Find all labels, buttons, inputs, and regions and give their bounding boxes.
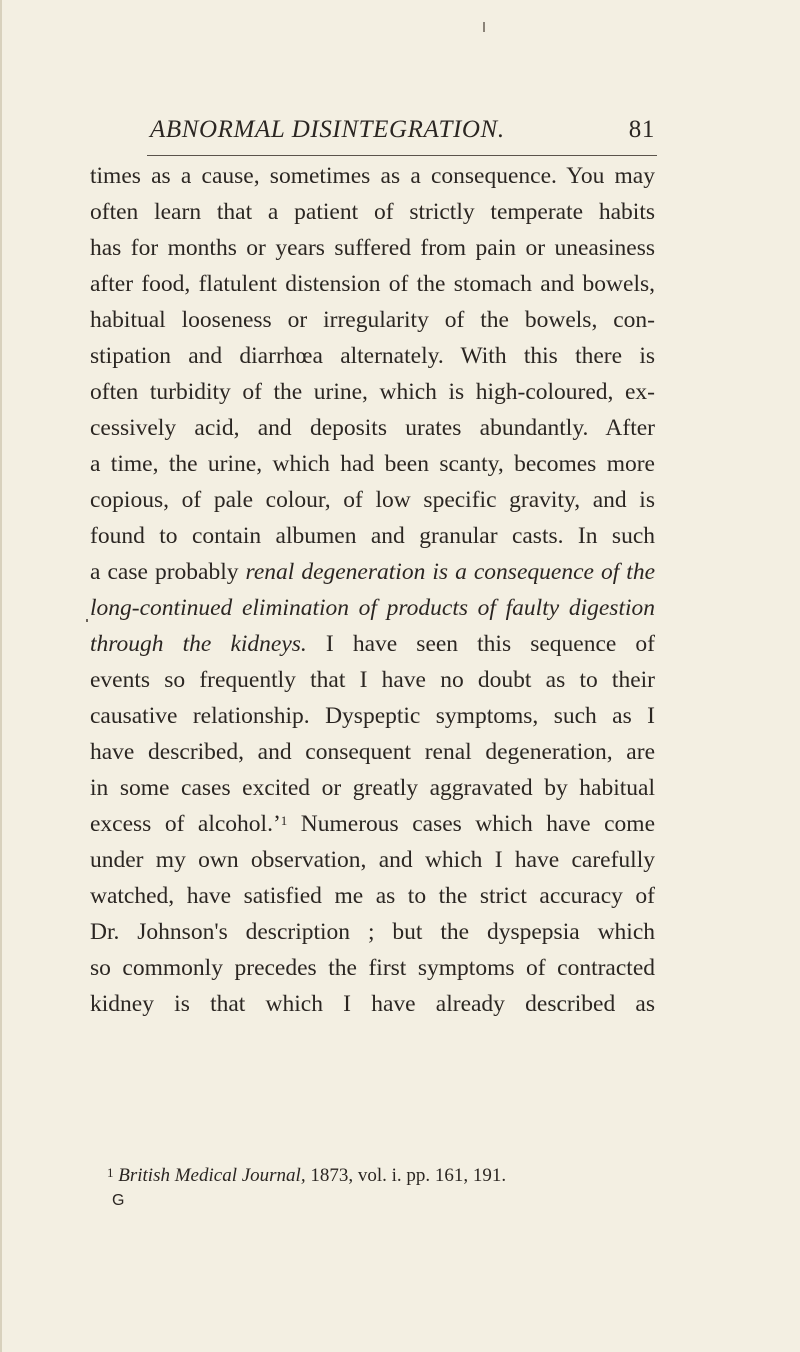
text-line: found to contain albumen and granular casts. In such xyxy=(90,523,655,549)
text-span: I have seen this sequence of xyxy=(306,631,655,657)
text-line: causative relationship. Dyspeptic symptoms, such as I xyxy=(90,703,655,729)
page-number: 81 xyxy=(628,116,655,143)
print-speck xyxy=(483,22,485,32)
text-line: a time, the urine, which had been scanty, becomes more xyxy=(90,451,655,477)
text-span: excess of alcohol.’ xyxy=(90,811,281,837)
text-line: after food, flatulent distension of the stomach and bowels, xyxy=(90,271,655,297)
text-line: have described, and consequent renal degeneration, are xyxy=(90,739,655,765)
text-line: watched, have satisfied me as to the strict accuracy of xyxy=(90,883,655,909)
chapter-title: ABNORMAL DISINTEGRATION. xyxy=(150,116,505,143)
text-line: stipation and diarrhœa alternately. With this there is xyxy=(90,343,655,369)
italic-text: long-continued elimination of products of faulty digestion xyxy=(90,595,655,621)
footnote-marker: 1 xyxy=(107,1165,114,1180)
text-line: cessively acid, and deposits urates abundantly. After xyxy=(90,415,655,441)
page-edge xyxy=(0,0,2,1352)
text-line xyxy=(90,592,655,624)
footnote-journal: British Medical Journal, xyxy=(118,1165,306,1186)
text-span: Numerous cases which have come xyxy=(287,811,655,837)
text-line xyxy=(90,628,655,660)
text-line xyxy=(90,808,655,840)
footnote xyxy=(107,1164,655,1188)
signature-mark: G xyxy=(112,1192,125,1209)
footnote-details: 1873, vol. i. pp. 161, 191. xyxy=(305,1165,507,1186)
text-line: has for months or years suffered from pain or uneasiness xyxy=(90,235,655,261)
text-line: often turbidity of the urine, which is high-coloured, ex- xyxy=(90,379,655,405)
text-line: so commonly precedes the first symptoms of contracted xyxy=(90,955,655,981)
footnote-ref: 1 xyxy=(280,813,288,828)
running-header xyxy=(150,116,655,146)
text-line: habitual looseness or irregularity of the bowels, con- xyxy=(90,307,655,333)
text-line: events so frequently that I have no doubt as to their xyxy=(90,667,655,693)
text-span: a case probably xyxy=(90,559,246,585)
italic-text: renal degeneration is a consequence of the xyxy=(245,559,656,585)
header-rule xyxy=(147,155,657,156)
text-line: often learn that a patient of strictly temperate habits xyxy=(90,199,655,225)
text-line: Dr. Johnson's description ; but the dyspepsia which xyxy=(90,919,655,945)
text-line: times as a cause, sometimes as a consequence. You may xyxy=(90,163,655,189)
margin-mark xyxy=(86,619,88,622)
text-line: under my own observation, and which I have carefully xyxy=(90,847,655,873)
text-line: kidney is that which I have already described as xyxy=(90,991,655,1017)
text-line: copious, of pale colour, of low specific gravity, and is xyxy=(90,487,655,513)
text-line xyxy=(90,556,655,588)
text-line: in some cases excited or greatly aggravated by habitual xyxy=(90,775,655,801)
italic-text: through the kidneys. xyxy=(90,631,307,657)
